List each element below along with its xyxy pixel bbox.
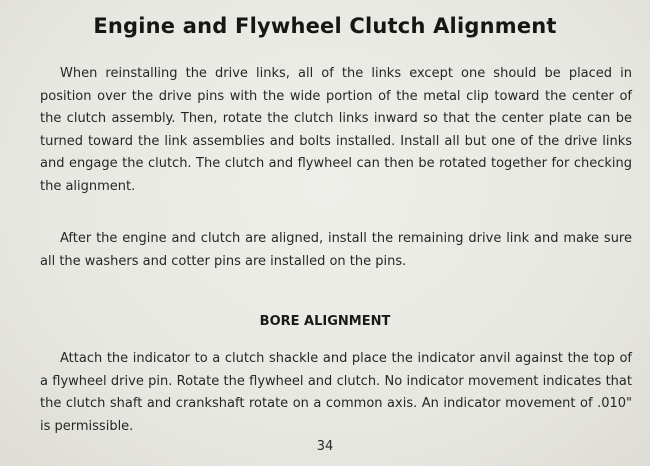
section-heading-bore-alignment: BORE ALIGNMENT	[259, 314, 391, 329]
paragraph-bore-alignment-text: Attach the indicator to a clutch shackle and place the indicator anvil against the top of a flywheel drive pin. Rotate the flywheel and clutch. No indicator movement indicates that the clutch shaft and crankshaft rotate on a common axis. An indicator movement of .010" is permissible.	[40, 351, 632, 434]
paragraph-remaining-link-text: After the engine and clutch are aligned, install the remaining drive link and make sure all the washers and cotter pins are installed on the pins.	[40, 231, 632, 269]
paragraph-drive-links	[40, 63, 632, 198]
page-title: Engine and Flywheel Clutch Alignment	[93, 14, 557, 38]
page-number: 34	[316, 439, 334, 454]
paragraph-bore-alignment	[40, 348, 632, 438]
paragraph-remaining-link	[40, 228, 632, 273]
paragraph-drive-links-text: When reinstalling the drive links, all of the links except one should be placed in position over the drive pins with the wide portion of the metal clip toward the center of the clutch assembly. Then, rotate the clutch links inward so that the center plate can be turned toward the link assemblies and bolts installed. Install all but one of the drive links and engage the clutch. The clutch and flywheel can then be rotated together for checking the alignment.	[40, 66, 632, 194]
